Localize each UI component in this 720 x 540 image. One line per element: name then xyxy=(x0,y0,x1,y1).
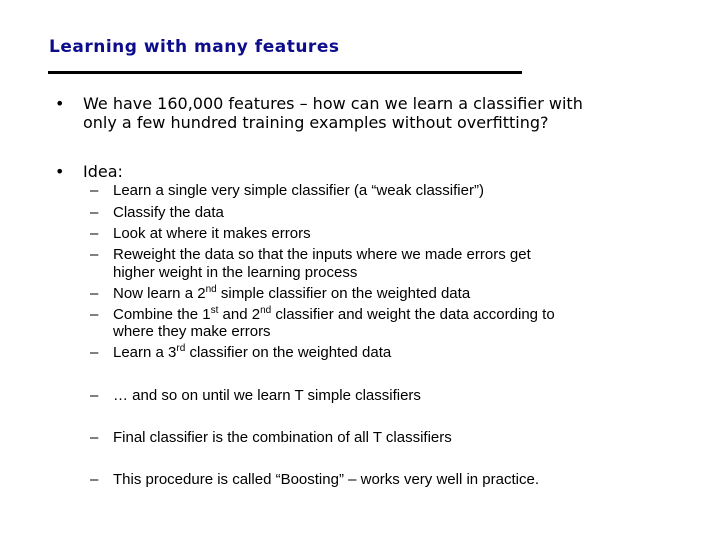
sub-dash: – xyxy=(90,344,99,361)
sub-item-3: Look at where it makes errors xyxy=(113,225,311,242)
sub-dash: – xyxy=(90,204,99,221)
slide-title: Learning with many features xyxy=(49,37,340,57)
sub-item-7-text-b: classifier on the weighted data xyxy=(185,344,392,361)
bullet-marker: • xyxy=(55,162,65,181)
sub-dash: – xyxy=(90,387,99,404)
sub-dash: – xyxy=(90,285,99,302)
sub-item-7-text-a: Learn a 3 xyxy=(113,344,177,361)
sub-item-6-text-c: classifier and weight the data according to xyxy=(271,306,555,323)
sub-item-6-text-a: Combine the 1 xyxy=(113,306,211,323)
bullet-marker: • xyxy=(55,94,65,113)
bullet-2-line-1: Idea: xyxy=(83,162,123,181)
sub-item-5 xyxy=(113,284,470,303)
sub-item-1: Learn a single very simple classifier (a “weak classifier”) xyxy=(113,182,484,199)
bullet-1-line-1: We have 160,000 features – how can we learn a classifier with xyxy=(83,94,583,113)
sub-item-5-text-b: simple classifier on the weighted data xyxy=(216,285,471,302)
title-underline xyxy=(48,71,522,74)
sub-dash: – xyxy=(90,246,99,263)
sub-item-10: This procedure is called “Boosting” – works very well in practice. xyxy=(113,471,539,488)
sub-item-7 xyxy=(113,343,391,362)
sub-item-6-text-b: and 2 xyxy=(218,306,261,323)
sub-dash: – xyxy=(90,471,99,488)
sub-item-2: Classify the data xyxy=(113,204,224,221)
sub-item-6-line-2: where they make errors xyxy=(113,323,271,340)
sub-dash: – xyxy=(90,306,99,323)
ordinal-suffix: nd xyxy=(205,284,217,295)
ordinal-suffix: nd xyxy=(260,305,272,316)
sub-item-8: … and so on until we learn T simple classifiers xyxy=(113,387,421,404)
ordinal-suffix: rd xyxy=(176,343,186,354)
sub-item-4-line-2: higher weight in the learning process xyxy=(113,264,358,281)
bullet-1-line-2: only a few hundred training examples without overfitting? xyxy=(83,113,549,132)
sub-dash: – xyxy=(90,182,99,199)
sub-item-5-text-a: Now learn a 2 xyxy=(113,285,206,302)
sub-item-9: Final classifier is the combination of all T classifiers xyxy=(113,429,452,446)
sub-dash: – xyxy=(90,225,99,242)
sub-item-4-line-1: Reweight the data so that the inputs where we made errors get xyxy=(113,246,531,263)
ordinal-suffix: st xyxy=(210,305,219,316)
sub-dash: – xyxy=(90,429,99,446)
